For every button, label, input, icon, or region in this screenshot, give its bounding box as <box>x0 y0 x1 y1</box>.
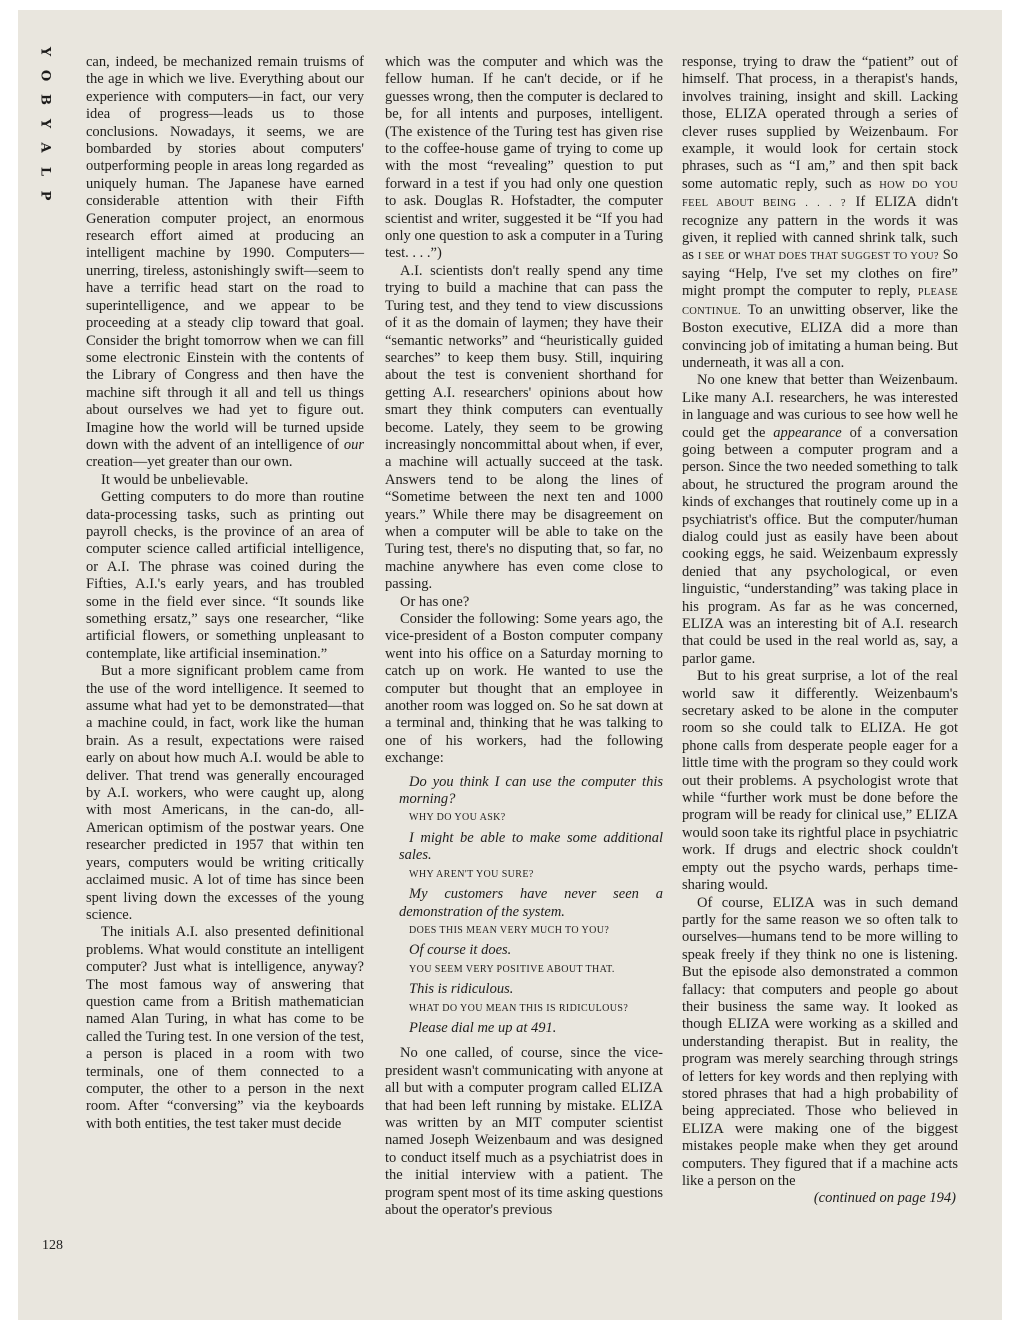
paragraph: But to his great surprise, a lot of the real world saw it differently. Weizenbaum's secretary asked to be alone in the computer room so she could talk to ELIZA. He got phone calls from desperate people eager for a little time with the program so they could work out their problems. A psychologist wrote that while “further work must be done before the program will be ready for clinical use,” ELIZA would soon take its rightful place in psychiatric work. If drugs and electric shock couldn't empty out the psycho wards, perhaps time-sharing would. <box>682 668 958 894</box>
dialogue-question: Do you think I can use the computer this morning? <box>399 773 663 808</box>
dialogue-reply: WHAT DO YOU MEAN THIS IS RIDICULOUS? <box>409 1002 629 1014</box>
magazine-letter: B <box>37 94 53 105</box>
magazine-letter: Y <box>37 46 53 57</box>
paragraph: Of course, ELIZA was in such demand partly for the same reason we so often talk to ourselves—humans tend to be more willing to speak freely if they think no one is listening. But the episode also demonstrated a common fallacy: that computers and people go about their business the same way. It looked as though ELIZA were working as a skilled and understanding therapist. But in reality, the program was merely searching through strings of letters for key words and then replying with stored phrases that had a high probability of being appreciated. Those who believed in ELIZA were making one of the biggest mistakes people make when they get around computers. They figured that if a machine acts like a person on the <box>682 894 958 1189</box>
magazine-page <box>18 10 1002 1320</box>
text-column-1 <box>86 54 364 1133</box>
dialogue-question: I might be able to make some additional sales. <box>399 829 663 864</box>
magazine-letter: O <box>37 69 53 82</box>
text-column-3 <box>682 54 958 1208</box>
continued-note: (continued on page 194) <box>813 1190 956 1207</box>
page-number: 128 <box>42 1238 63 1253</box>
paragraph: which was the computer and which was the fellow human. If he can't decide, or if he guesses wrong, then the computer is declared to be, for all intents and purposes, intelligent. (The existence of the Turing test has given rise to the coffee-house game of trying to come up with the most “revealing” question to put forward in a test if you had only one question to ask. Douglas R. Hofstadter, the computer scientist and writer, suggested it be “If you had only one question to ask a computer in a Turing test. . . .”) <box>385 54 663 262</box>
dialogue-question: My customers have never seen a demonstration of the system. <box>399 886 663 920</box>
paragraph: The initials A.I. also presented definitional problems. What would constitute an intelligent computer? Just what is intelligence, anyway? The most famous way of answering that question came from a British mathematician named Alan Turing, in what has come to be called the Turing test. In one version of the test, a person is placed in a room with two terminals, one of them connected to a computer, the other to a person in the next room. After “conversing” via the keyboards with both entities, the test taker must decide <box>86 924 364 1132</box>
paragraph: can, indeed, be mechanized remain truisms of the age in which we live. Everything about our experience with computers—in fact, our very idea of progress—leads us to those conclusions. Nowadays, it seems, we are bombarded by stories about computers' outperforming people in areas long regarded as uniquely human. The Japanese have earned considerable attention with their Fifth Generation computer project, an enormous research effort aimed at producing an intelligent machine by 1990. Computers—unerring, tireless, astonishingly swift—seem to have a terrific head start on the road to superintelligence, and we appear to be proceeding at a steady clip toward that goal. Consider the bright tomorrow when we can fill some electronic Einstein with the contents of the Library of Congress and then have the machine sift through it all and tell us things about ourselves we had yet to figure out. Imagine how the world will be turned upside down with the advent of an intelligence of our creation—yet greater than our own. <box>86 54 364 471</box>
magazine-letter: P <box>37 190 53 201</box>
dialogue-question: Please dial me up at 491. <box>409 1019 557 1036</box>
paragraph: Consider the following: Some years ago, the vice-president of a Boston computer company went into his office on a Saturday morning to catch up on work. He wanted to use the computer but thought that an employee in another room was logged on. So he sat down at a terminal and, thinking that he was talking to one of his workers, had the following exchange: <box>385 611 663 767</box>
paragraph: No one knew that better than Weizenbaum. Like many A.I. researchers, he was interested in language and was curious to see how well he could get the appearance of a conversation going between a computer program and a person. Since the two needed something to talk about, he structured the program around the kinds of exchanges that routinely come up in a psychiatrist's office. But the computer/human dialog could just as easily have been about cooking eggs, he said. Weizenbaum expressly denied that any psychological, or even linguistic, “understanding” was taking place in his program. As far as he was concerned, ELIZA was an interesting bit of A.I. research that could be used in the real world as, say, a parlor game. <box>682 372 959 667</box>
paragraph: It would be unbelievable. <box>101 471 249 488</box>
paragraph: response, trying to draw the “patient” out of himself. That process, in a therapist's hands, involves training, insight and skill. Lacking those, ELIZA operated through a series of clever ruses supplied by Weizenbaum. For example, it would look for certain stock phrases, such as “I am,” and then spit back some automatic reply, such as HOW DO YOU FEEL ABOUT BEING . . . ? If ELIZA didn't recognize any pattern in the words it was given, it replied with canned shrink talk, such as I SEE or WHAT DOES THAT SUGGEST TO YOU? So saying “Help, I've set my clothes on fire” might prompt the computer to reply, PLEASE CONTINUE. To an unwitting observer, like the Boston executive, ELIZA did a more than convincing job of imitating a human being. But underneath, it was all a con. <box>682 54 959 371</box>
magazine-letter: Y <box>37 118 53 129</box>
text-column-2 <box>385 54 663 1219</box>
magazine-name <box>30 44 60 244</box>
magazine-letter: L <box>37 166 53 177</box>
dialogue-reply: WHY AREN'T YOU SURE? <box>409 868 534 880</box>
dialogue-reply: DOES THIS MEAN VERY MUCH TO YOU? <box>409 924 610 936</box>
dialogue-block <box>385 774 663 1038</box>
dialogue-reply: WHY DO YOU ASK? <box>409 812 506 824</box>
dialogue-question: Of course it does. <box>409 942 512 959</box>
dialogue-reply: YOU SEEM VERY POSITIVE ABOUT THAT. <box>409 963 615 975</box>
paragraph: But a more significant problem came from the use of the word intelligence. It seemed to assume what had yet to be demonstrated—that a machine could, in fact, work like the human brain. As a result, expectations were raised early on about how much A.I. would be able to deliver. That trend was generally encouraged by A.I. workers, who were caught up, along with most Americans, in the can-do, all-American optimism of the postwar years. One researcher predicted in 1957 that within ten years, computers would be writing critically acclaimed music. A lot of time has since been spent living down the excesses of the young science. <box>86 663 364 923</box>
paragraph: A.I. scientists don't really spend any time trying to build a machine that can pass the Turing test, and they tend to view discussions of it as the domain of laymen; they have their “semantic networks” and “heuristically guided searches” to keep them busy. Still, inquiring about the test is convenient shorthand for getting A.I. researchers' opinions about how smart they think computers can eventually become. Lately, they seem to be growing increasingly noncommittal about when, if ever, a machine will actually succeed at the task. Answers tend to be along the lines of “Sometime between the next ten and 1000 years.” While there may be disagreement on when a computer will be able to take on the Turing test, there's no disputing that, so far, no machine anywhere has even come close to passing. <box>385 262 663 593</box>
dialogue-question: This is ridiculous. <box>409 981 514 998</box>
paragraph: Getting computers to do more than routine data-processing tasks, such as printing out payroll checks, is the province of an area of computer science called artificial intelligence, or A.I. The phrase was coined during the Fifties, A.I.'s early years, and has troubled some in the field ever since. “It sounds like something ersatz,” says one researcher, “like artificial flowers, or something unpleasant to contemplate, like artificial insemination.” <box>86 489 364 662</box>
paragraph: No one called, of course, since the vice-president wasn't communicating with anyone at all but with a computer program called ELIZA that had been left running by mistake. ELIZA was written by an MIT computer scientist named Joseph Weizenbaum and was designed to conduct itself much as a psychiatrist does in the initial interview with a patient. The program spent most of its time asking questions about the operator's previous <box>385 1045 663 1218</box>
magazine-letter: A <box>37 142 53 153</box>
paragraph: Or has one? <box>400 593 470 610</box>
